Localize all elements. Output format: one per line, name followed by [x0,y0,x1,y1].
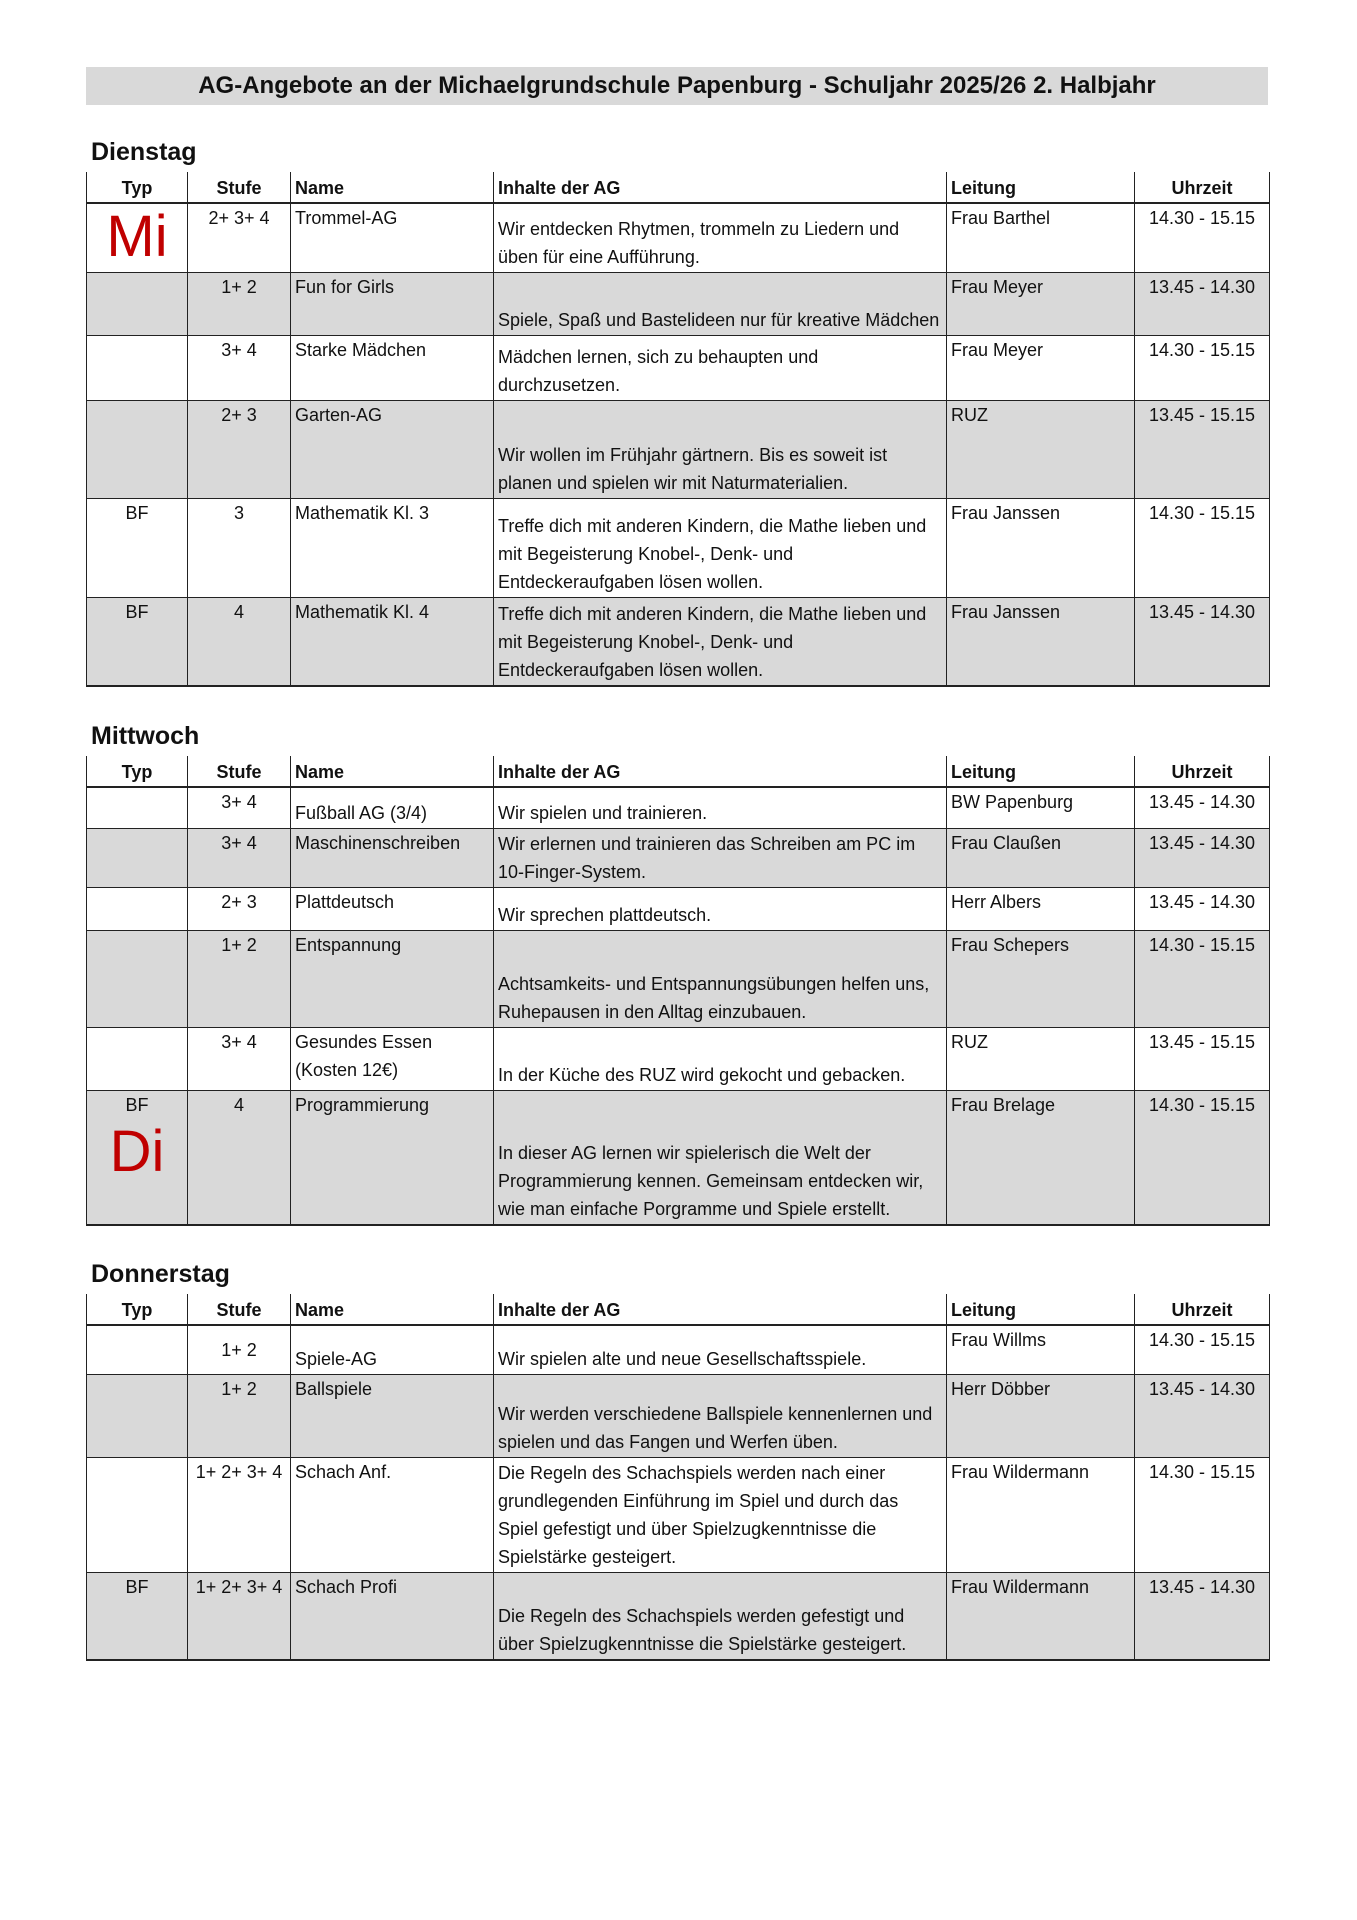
uhrzeit-cell: 14.30 - 15.15 [1135,498,1270,597]
leitung-cell: RUZ [947,1027,1135,1090]
name-cell: Starke Mädchen [291,335,494,400]
stufe-cell: 1+ 2 [188,930,291,1027]
uhrzeit-cell: 13.45 - 15.15 [1135,1027,1270,1090]
header-stufe: Stufe [188,172,291,203]
table-mittwoch [86,756,1270,1226]
uhrzeit-cell: 13.45 - 14.30 [1135,1572,1270,1660]
leitung-cell: BW Papenburg [947,787,1135,828]
table-row [87,400,1270,498]
header-typ: Typ [87,1294,188,1325]
stufe-cell: 1+ 2 [188,272,291,335]
stufe-cell: 1+ 2+ 3+ 4 [188,1457,291,1572]
table-row [87,828,1270,887]
typ-cell: BF [87,1572,188,1660]
stufe-cell: 3+ 4 [188,335,291,400]
inhalt-cell: Wir spielen und trainieren. [494,787,947,828]
leitung-cell: Frau Barthel [947,203,1135,272]
inhalt-cell: Wir werden verschiedene Ballspiele kennenlernen und spielen und das Fangen und Werfen üben. [494,1374,947,1457]
stufe-cell: 3 [188,498,291,597]
uhrzeit-cell: 14.30 - 15.15 [1135,203,1270,272]
stufe-cell: 2+ 3 [188,887,291,930]
table-row [87,597,1270,686]
header-leitung: Leitung [947,172,1135,203]
table-row [87,1027,1270,1090]
inhalt-cell: Mädchen lernen, sich zu behaupten und durchzusetzen. [494,335,947,400]
page-title: AG-Angebote an der Michaelgrundschule Papenburg - Schuljahr 2025/26 2. Halbjahr [86,67,1268,105]
leitung-cell: Herr Albers [947,887,1135,930]
leitung-cell: Frau Schepers [947,930,1135,1027]
stufe-cell: 2+ 3+ 4 [188,203,291,272]
leitung-cell: RUZ [947,400,1135,498]
leitung-cell: Frau Meyer [947,272,1135,335]
header-inhalt: Inhalte der AG [494,756,947,787]
header-stufe: Stufe [188,756,291,787]
day-mark-di: Di [109,1118,165,1184]
leitung-cell: Frau Claußen [947,828,1135,887]
leitung-cell: Frau Meyer [947,335,1135,400]
uhrzeit-cell: 13.45 - 14.30 [1135,1374,1270,1457]
day-mark-mi: Mi [106,204,168,269]
typ-cell: BF [87,498,188,597]
uhrzeit-cell: 13.45 - 14.30 [1135,887,1270,930]
inhalt-cell: In der Küche des RUZ wird gekocht und gebacken. [494,1027,947,1090]
table-header-row [87,172,1270,203]
inhalt-cell: Treffe dich mit anderen Kindern, die Mathe lieben und mit Begeisterung Knobel-, Denk- und Entdeckeraufgaben lösen wollen. [494,597,947,686]
name-cell: Mathematik Kl. 3 [291,498,494,597]
header-typ: Typ [87,172,188,203]
typ-cell [87,1325,188,1374]
typ-cell [87,1374,188,1457]
table-row [87,498,1270,597]
name-cell: Fun for Girls [291,272,494,335]
name-cell: Schach Anf. [291,1457,494,1572]
uhrzeit-cell: 13.45 - 14.30 [1135,787,1270,828]
inhalt-cell: Treffe dich mit anderen Kindern, die Mathe lieben und mit Begeisterung Knobel-, Denk- und Entdeckeraufgaben lösen wollen. [494,498,947,597]
table-row [87,1090,1270,1225]
leitung-cell: Frau Wildermann [947,1457,1135,1572]
name-cell: Programmierung [291,1090,494,1225]
stufe-cell: 1+ 2 [188,1374,291,1457]
typ-cell [87,203,188,272]
header-stufe: Stufe [188,1294,291,1325]
header-name: Name [291,756,494,787]
uhrzeit-cell: 14.30 - 15.15 [1135,1090,1270,1225]
typ-cell [87,1027,188,1090]
uhrzeit-cell: 13.45 - 14.30 [1135,272,1270,335]
typ-cell [87,930,188,1027]
header-uhrzeit: Uhrzeit [1135,756,1270,787]
inhalt-cell: Wir erlernen und trainieren das Schreiben am PC im 10-Finger-System. [494,828,947,887]
uhrzeit-cell: 14.30 - 15.15 [1135,335,1270,400]
uhrzeit-cell: 14.30 - 15.15 [1135,930,1270,1027]
typ-cell [87,272,188,335]
name-cell: Ballspiele [291,1374,494,1457]
name-cell: Gesundes Essen (Kosten 12€) [291,1027,494,1090]
uhrzeit-cell: 13.45 - 15.15 [1135,400,1270,498]
inhalt-cell: Achtsamkeits- und Entspannungsübungen helfen uns, Ruhepausen in den Alltag einzubauen. [494,930,947,1027]
header-leitung: Leitung [947,756,1135,787]
header-leitung: Leitung [947,1294,1135,1325]
inhalt-cell: Wir entdecken Rhytmen, trommeln zu Liedern und üben für eine Aufführung. [494,203,947,272]
leitung-cell: Frau Janssen [947,498,1135,597]
stufe-cell: 1+ 2 [188,1325,291,1374]
name-cell: Spiele-AG [291,1325,494,1374]
inhalt-cell: Spiele, Spaß und Bastelideen nur für kreative Mädchen [494,272,947,335]
inhalt-cell: Die Regeln des Schachspiels werden gefestigt und über Spielzugkenntnisse die Spielstärke gesteigert. [494,1572,947,1660]
leitung-cell: Frau Janssen [947,597,1135,686]
typ-cell [87,400,188,498]
inhalt-cell: In dieser AG lernen wir spielerisch die Welt der Programmierung kennen. Gemeinsam entdecken wir, wie man einfache Porgramme und Spiele erstellt. [494,1090,947,1225]
inhalt-cell: Wir spielen alte und neue Gesellschaftsspiele. [494,1325,947,1374]
table-row [87,203,1270,272]
header-uhrzeit: Uhrzeit [1135,1294,1270,1325]
stufe-cell: 2+ 3 [188,400,291,498]
uhrzeit-cell: 14.30 - 15.15 [1135,1325,1270,1374]
inhalt-cell: Die Regeln des Schachspiels werden nach einer grundlegenden Einführung im Spiel und durch das Spiel gefestigt und über Spielzugkenntnisse die Spielstärke gesteigert. [494,1457,947,1572]
name-cell: Mathematik Kl. 4 [291,597,494,686]
header-inhalt: Inhalte der AG [494,1294,947,1325]
table-donnerstag [86,1294,1270,1661]
table-row [87,1325,1270,1374]
leitung-cell: Frau Brelage [947,1090,1135,1225]
leitung-cell: Herr Döbber [947,1374,1135,1457]
typ-cell: BF Di [87,1090,188,1225]
name-cell: Entspannung [291,930,494,1027]
leitung-cell: Frau Willms [947,1325,1135,1374]
day-heading-donnerstag: Donnerstag [91,1260,230,1288]
stufe-cell: 4 [188,1090,291,1225]
table-row [87,787,1270,828]
day-heading-mittwoch: Mittwoch [91,722,200,750]
table-header-row [87,756,1270,787]
table-row [87,1374,1270,1457]
table-row [87,930,1270,1027]
uhrzeit-cell: 13.45 - 14.30 [1135,597,1270,686]
stufe-cell: 3+ 4 [188,828,291,887]
header-uhrzeit: Uhrzeit [1135,172,1270,203]
table-row [87,1572,1270,1660]
typ-cell: BF [87,597,188,686]
uhrzeit-cell: 14.30 - 15.15 [1135,1457,1270,1572]
inhalt-cell: Wir sprechen plattdeutsch. [494,887,947,930]
name-cell: Fußball AG (3/4) [291,787,494,828]
name-cell: Trommel-AG [291,203,494,272]
table-row [87,887,1270,930]
name-cell: Maschinenschreiben [291,828,494,887]
header-inhalt: Inhalte der AG [494,172,947,203]
uhrzeit-cell: 13.45 - 14.30 [1135,828,1270,887]
table-row [87,335,1270,400]
day-heading-dienstag: Dienstag [91,138,197,166]
stufe-cell: 3+ 4 [188,1027,291,1090]
inhalt-cell: Wir wollen im Frühjahr gärtnern. Bis es soweit ist planen und spielen wir mit Naturmaterialien. [494,400,947,498]
name-cell: Schach Profi [291,1572,494,1660]
stufe-cell: 3+ 4 [188,787,291,828]
header-typ: Typ [87,756,188,787]
header-name: Name [291,172,494,203]
header-name: Name [291,1294,494,1325]
table-dienstag [86,172,1270,687]
typ-cell [87,1457,188,1572]
table-header-row [87,1294,1270,1325]
typ-cell [87,335,188,400]
name-cell: Plattdeutsch [291,887,494,930]
table-row [87,272,1270,335]
leitung-cell: Frau Wildermann [947,1572,1135,1660]
name-cell: Garten-AG [291,400,494,498]
typ-cell [87,828,188,887]
typ-cell [87,787,188,828]
stufe-cell: 1+ 2+ 3+ 4 [188,1572,291,1660]
typ-cell [87,887,188,930]
table-row [87,1457,1270,1572]
stufe-cell: 4 [188,597,291,686]
